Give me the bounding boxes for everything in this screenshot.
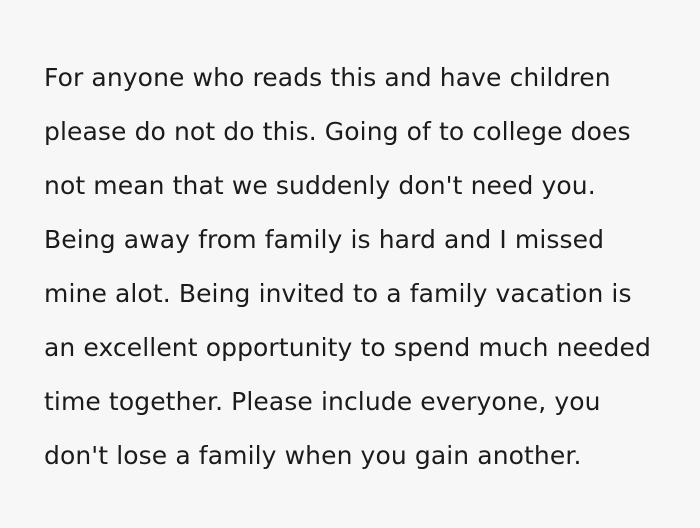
- comment-body-text: For anyone who reads this and have children please do not do this. Going of to college does not mean that we suddenly don't need you. Being away from family is hard and I missed mine alot. Being invited to a family vacation is an excellent opportunity to spend much needed time together. Please include everyone, you don't lose a family when you gain another.: [44, 63, 659, 470]
